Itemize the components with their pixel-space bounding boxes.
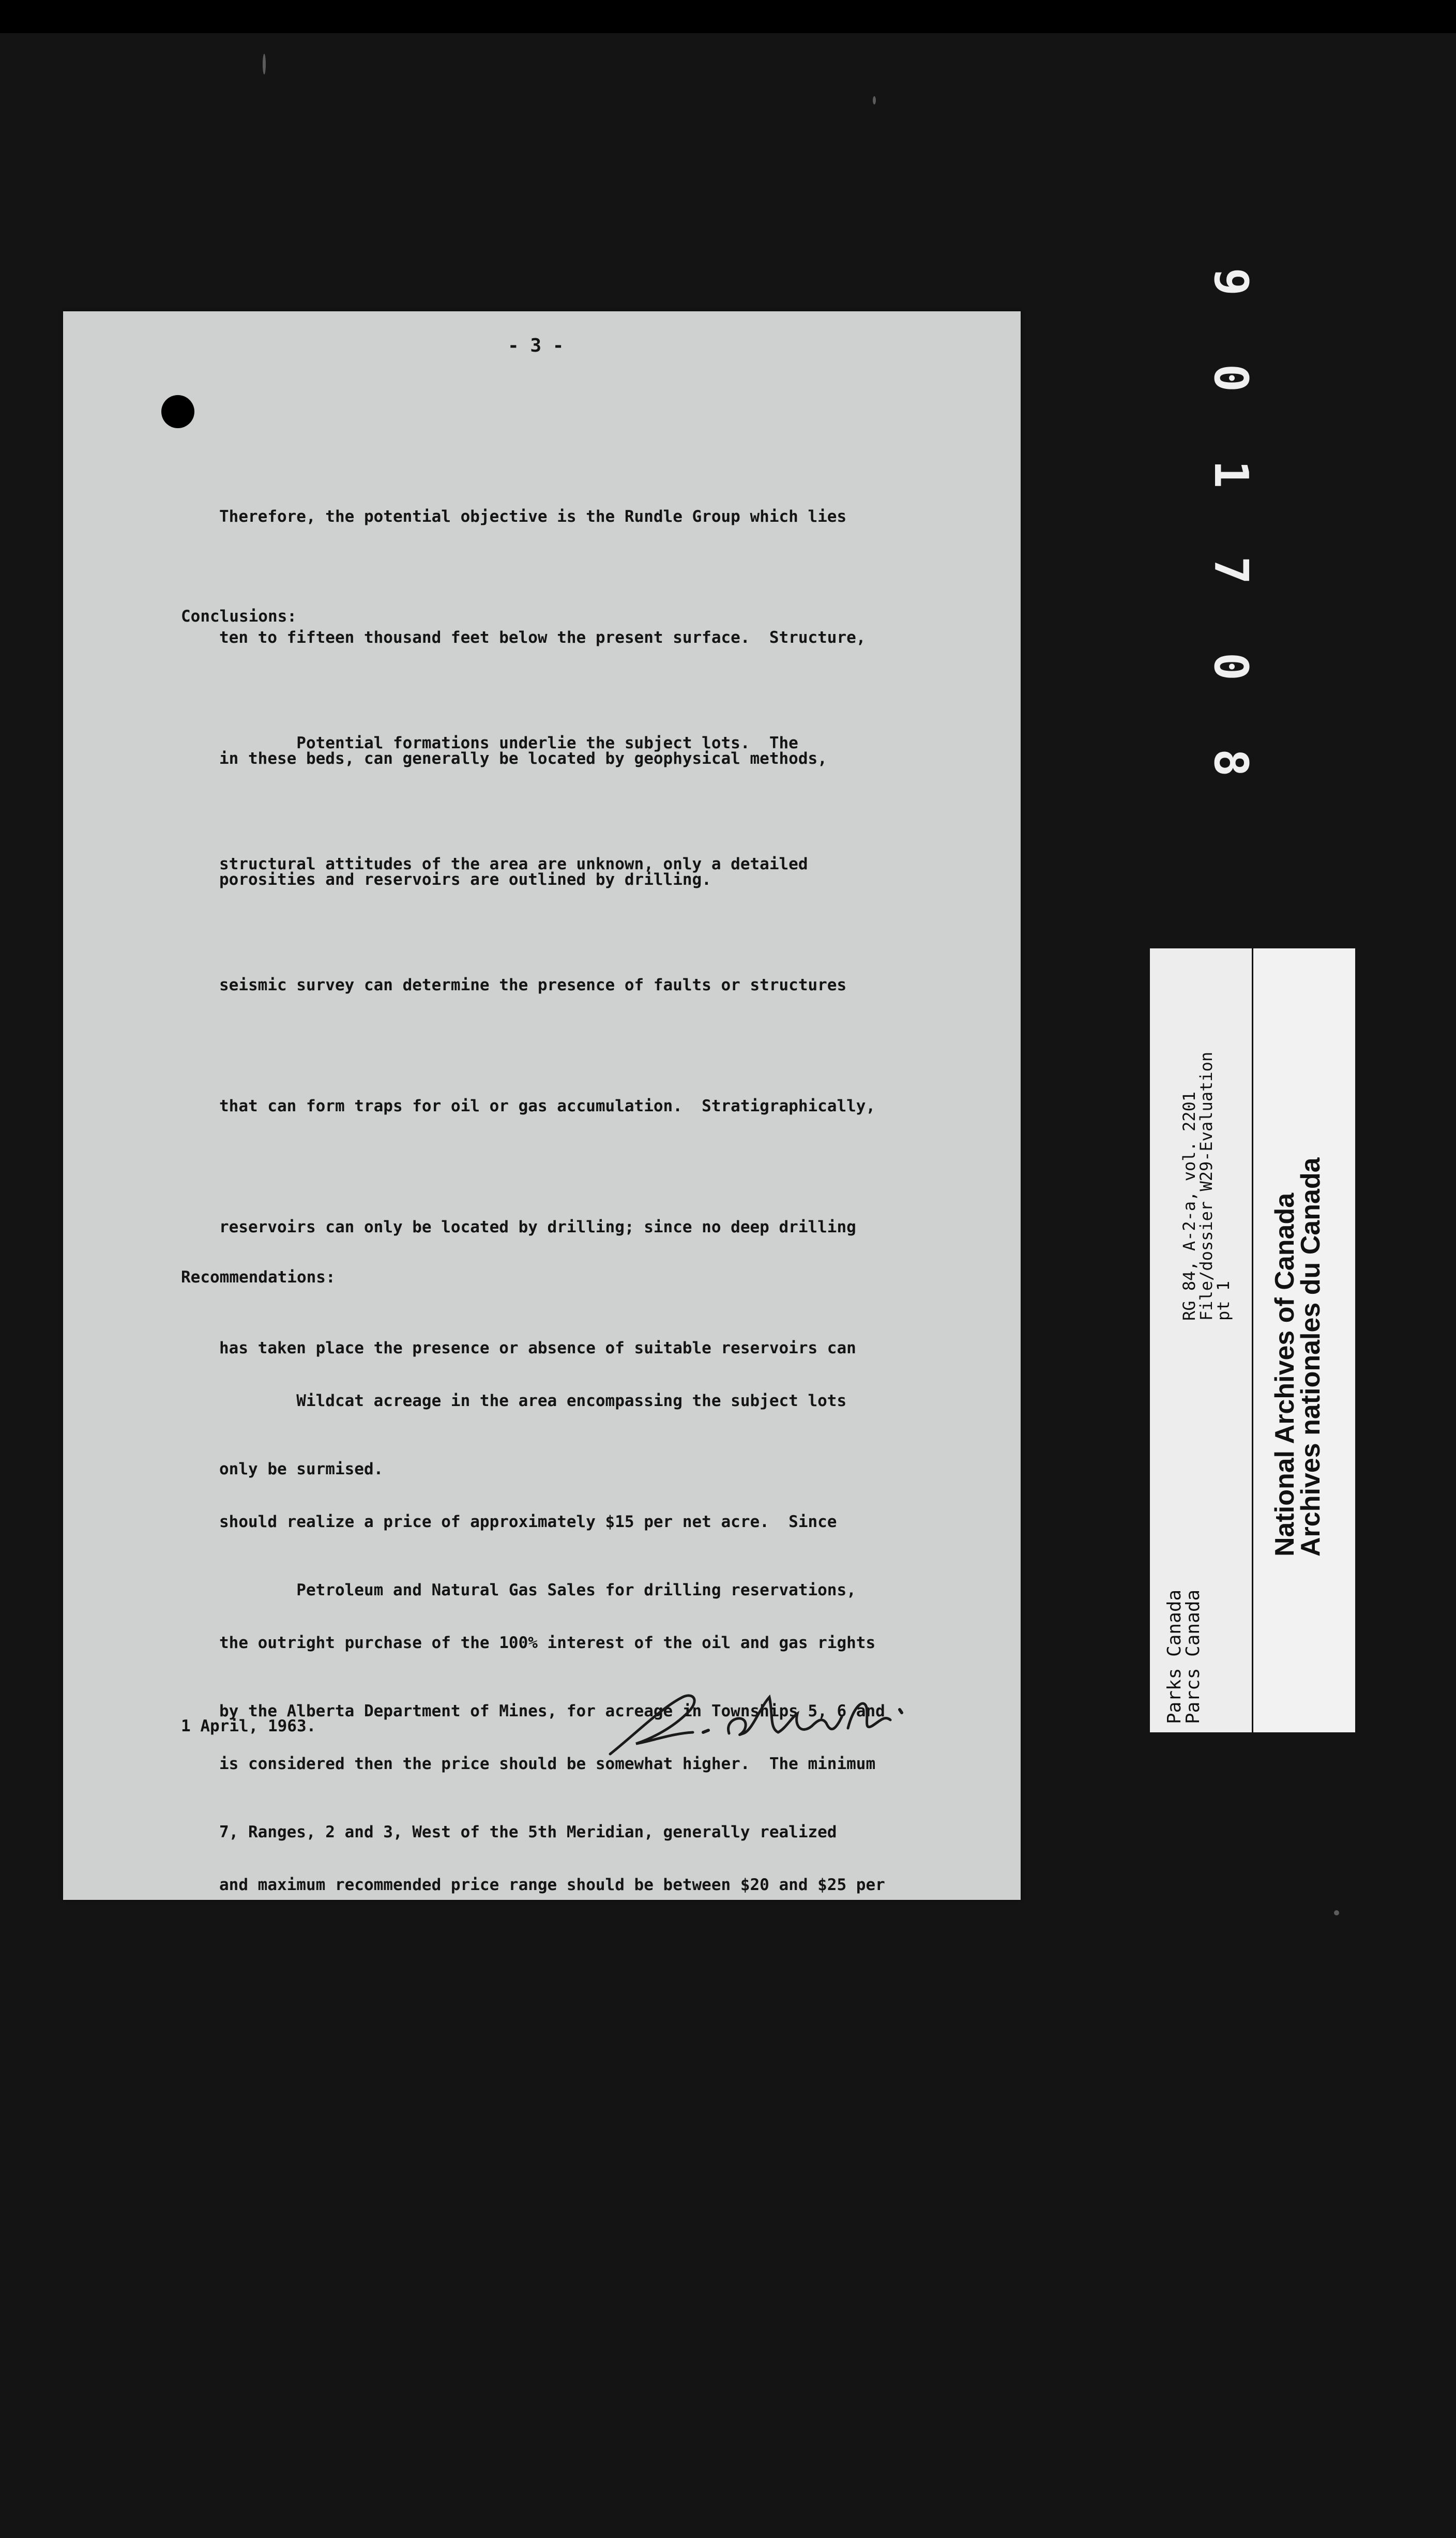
recommendations-heading: Recommendations:: [181, 1268, 336, 1287]
text-line: command much higher prices than the subject lots.: [219, 2186, 692, 2204]
film-frame-number: [1202, 259, 1259, 786]
label-line: RG 84, A-2-a, vol. 2201: [1179, 1091, 1199, 1321]
text-line: and maximum recommended price range should be between $20 and $25 per: [219, 1876, 885, 1894]
national-archives-text: [1272, 1157, 1324, 1557]
label-line: File/dossier W29-Evaluation: [1196, 1051, 1216, 1321]
film-speck: [263, 54, 266, 74]
text-line: structural attitudes of the area are unknown, only a detailed: [219, 855, 808, 873]
conclusions-heading: Conclusions:: [181, 607, 297, 626]
text-line: should realize a price of approximately $15 per net acre. Since: [219, 1513, 837, 1531]
text-line: logistically, the area is much more attractive and naturally will: [219, 2065, 847, 2083]
recommendations-section: [219, 1300, 885, 2349]
frame-digit: 0: [1204, 364, 1258, 392]
text-line: only be surmised.: [219, 1460, 384, 1478]
handwritten-signature: [605, 1676, 926, 1770]
label-line: Archives nationales du Canada: [1296, 1157, 1326, 1557]
text-line: porosities and reservoirs are outlined by drilling.: [219, 870, 711, 889]
text-line: in these beds, can generally be located by geophysical methods,: [219, 749, 827, 768]
text-line: can become commercial in this area.: [219, 2428, 557, 2446]
punch-hole: [161, 395, 194, 428]
text-line: Therefore, the potential objective is the Rundle Group which lies: [219, 507, 847, 526]
page-number: - 3 -: [508, 335, 564, 356]
label-line: National Archives of Canada: [1270, 1192, 1300, 1557]
document-date: 1 April, 1963.: [181, 1717, 316, 1735]
frame-digit: 8: [1204, 748, 1258, 777]
text-line: that can form traps for oil or gas accumulation. Stratigraphically,: [219, 1097, 876, 1115]
label-line: Parcs Canada: [1182, 1589, 1204, 1724]
film-top-strip: [0, 0, 1456, 33]
archive-reference-label: [1150, 948, 1252, 1732]
text-line: by the Alberta Department of Mines, for acreage in Townships 5, 6 and: [219, 1702, 885, 1720]
text-line: seismic survey can determine the presence of faults or structures: [219, 976, 847, 994]
text-line: Potential formations underlie the subject lots. The: [219, 734, 798, 752]
text-line: net acre.: [219, 1997, 306, 2015]
film-speck: [873, 96, 876, 104]
frame-digit: 9: [1204, 267, 1258, 296]
text-line: about $25 per net acre. Geologically, size of prospecting area, and: [219, 1944, 876, 1962]
text-line: has taken place the presence or absence of suitable reservoirs can: [219, 1339, 856, 1357]
typed-memo-page: [63, 311, 1021, 2446]
text-line: is considered then the price should be somewhat higher. The minimum: [219, 1755, 876, 1773]
text-line: Petroleum and Natural Gas Sales for drilling reservations,: [219, 1581, 856, 1599]
text-line: There is no evidence that any metallic or coal deposits: [219, 2307, 827, 2325]
parks-canada-text: [1165, 1590, 1203, 1724]
price-line: Price for this parcel: Offer: $ 5.00: [219, 2118, 740, 2136]
text-line: 7, Ranges, 2 and 3, West of the 5th Meridian, generally realized: [219, 1823, 837, 1841]
text-line: reservoirs can only be located by drilling; since no deep drilling: [219, 1218, 856, 1236]
frame-digit: 1: [1204, 460, 1258, 489]
text-line: ten to fifteen thousand feet below the present surface. Structure,: [219, 628, 866, 647]
text-line: Wildcat acreage in the area encompassing the subject lots: [219, 1392, 847, 1410]
film-speck: [1334, 1910, 1339, 1915]
frame-digit: 0: [1204, 652, 1258, 681]
label-line: Parks Canada: [1164, 1589, 1185, 1724]
price-line: Maximum: 10.00: [219, 2239, 740, 2257]
label-line: pt 1: [1214, 1280, 1233, 1321]
file-reference-text: [1181, 1052, 1232, 1321]
frame-digit: 7: [1204, 556, 1258, 585]
national-archives-label: [1253, 948, 1355, 1732]
text-line: the outright purchase of the 100% interest of the oil and gas rights: [219, 1634, 876, 1652]
